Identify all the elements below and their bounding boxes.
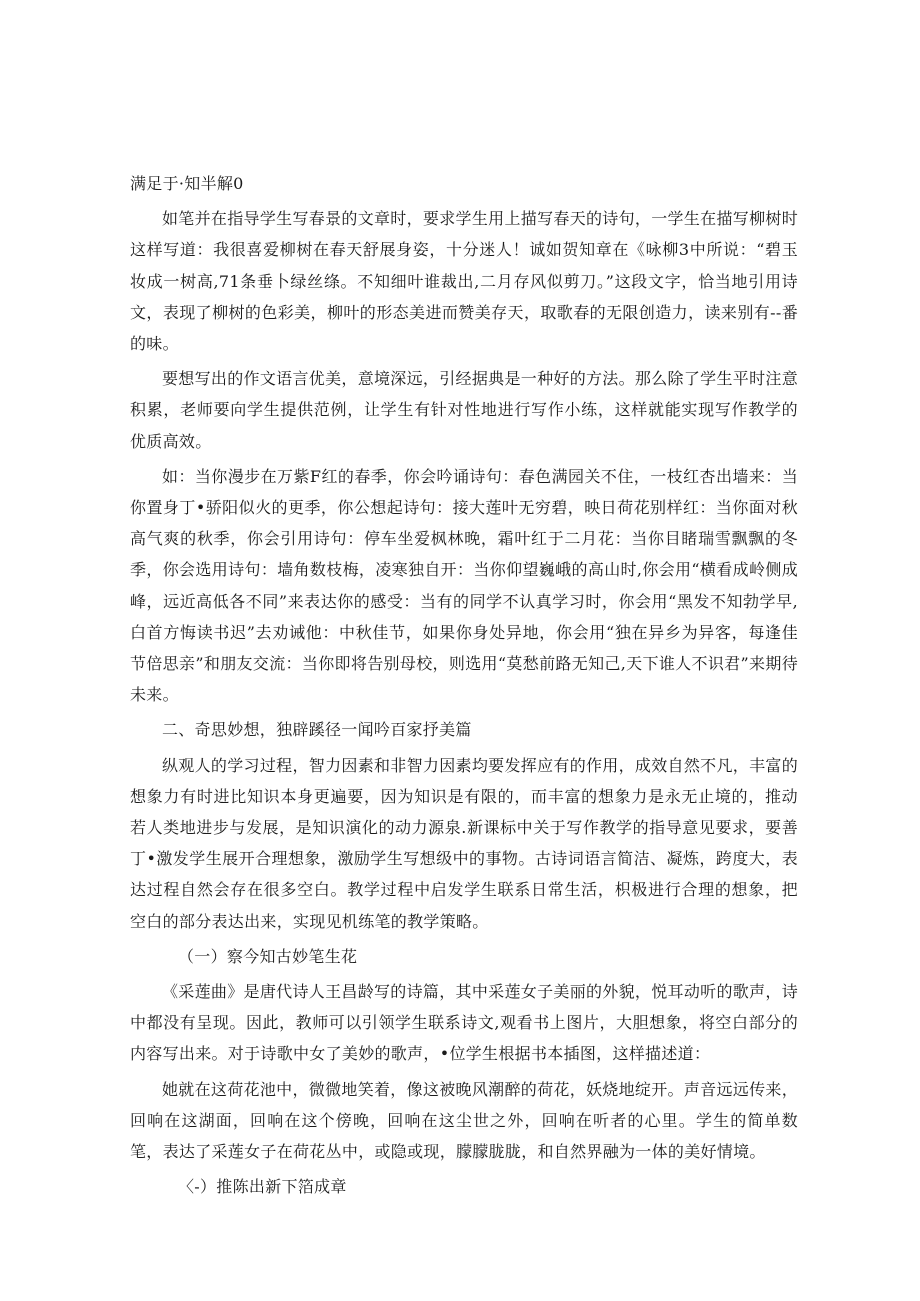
paragraph-willow-example: 如笔并在指导学生写春景的文章时，要求学生用上描写春天的诗句，一学生在描写柳树时这样写道：我很喜爱柳树在春天舒展身姿，十分迷人！诚如贺知章在《咏柳3中所说：“碧玉妆成一树高,71条垂卜绿丝绦。不知细叶谁裁出,二月存风似剪刀。”这段文字，恰当地引用诗文，表现了柳树的色彩美，柳叶的形态美进而赞美存天，取歌春的无限创造力，读来别有--番的味。 (130, 209, 798, 354)
paragraph-quotation-method: 要想写出的作文语言优美，意境深远，引经据典是一种好的方法。那么除了学生平时注意积累，老师要向学生提供范例，让学生有针对性地进行写作小练，这样就能实现写作教学的优质高效。 (130, 369, 798, 451)
section-heading-2: 二、奇思妙想，独辟蹊径一闻吟百家抒美篇 (162, 720, 472, 740)
subsection-heading-1: （一）察今知古妙笔生花 (178, 946, 358, 966)
paragraph-student-description: 她就在这荷花池中，微微地笑着，像这被晚风潮醉的荷花，妖烧地绽开。声音远远传来，回响在这湖面，回响在这个傍晚，回响在这尘世之外，回响在听者的心里。学生的简单数笔，表达了采莲女子在荷花丛中，或隐或现，朦朦胧胧，和自然界融为一体的美好情境。 (130, 1079, 798, 1162)
paragraph-lotus-song: 《采莲曲》是唐代诗人王昌龄写的诗篇，其中采莲女子美丽的外貌，悦耳动听的歌声，诗中都没有呈现。因此，教师可以引领学生联系诗文,观看书上图片，大胆想象，将空白部分的内容写出来。对于诗歌中女了美妙的歌声，•位学生根据书本插图，这样描述道： (130, 982, 798, 1064)
paragraph-imagination: 纵观人的学习过程，智力因素和非智力因素均要发挥应有的作用，成效自然不凡，丰富的想象力有时进比知识本身更遍要，因为知识是有限的，而丰富的想象力是永无止境的，推动若人类地进步与发展，是知识演化的动力源泉.新课标中关于写作教学的指导意见要求，要善丁•激发学生展开合理想象，激励学生写想级中的事物。古诗词语言简洁、凝炼，跨度大，表达过程自然会存在很多空白。教学过程中启发学生联系日常生活，枳极进行合理的想象，把空白的部分表达出来，实现见机练笔的教学策略。 (130, 755, 798, 931)
continuation-line: 满足于·知半解0 (130, 174, 244, 193)
subsection-heading-2: 〈-）推陈出新下箔成章 (178, 1177, 347, 1197)
paragraph-seasonal-poems: 如：当你漫步在万紫F红的春季，你会吟诵诗句：春色满园关不住，一枝红杏出墙来：当你置身丁•骄阳似火的更季，你公想起诗句：接大莲叶无穷碧，映日荷花别样红：当你面对秋高气爽的秋季，你会引用诗句：停车坐爱枫林晚，霜叶红于二月花：当你目睹瑞雪飘飘的冬季，你会选用诗句：墙角数枝梅，凌寒独自开：当你仰望巍峨的高山时,你会用“横看成岭侧成峰，远近高低各不同”来表达你的感受：当有的同学不认真学习时，你会用“黑发不知勃学早,白首方悔读书迟”去劝诫他：中秋佳节，如果你身处异地，你会用“独在异乡为异客，每逢佳节倍思亲”和朋友交流：当你即将告别母校，则选用“莫愁前路无知己,天下谁人不识君”来期待未来。 (130, 466, 798, 705)
document-body (130, 168, 798, 1207)
